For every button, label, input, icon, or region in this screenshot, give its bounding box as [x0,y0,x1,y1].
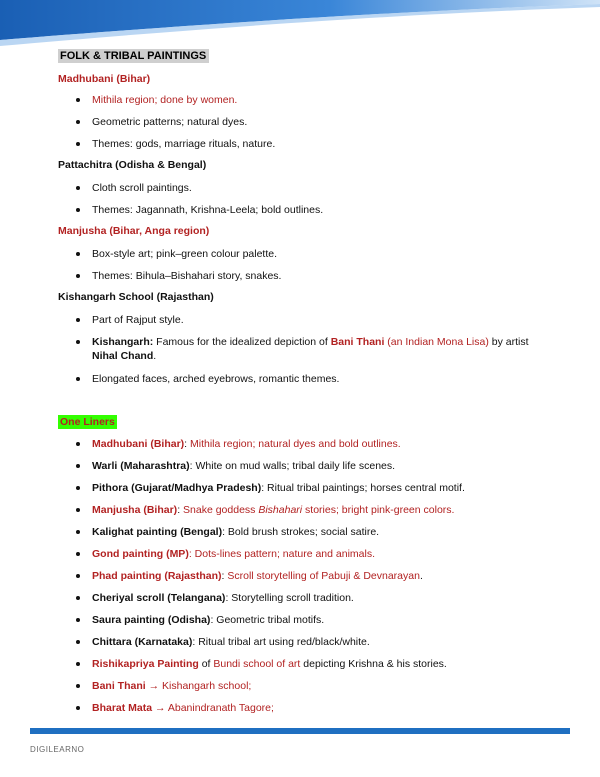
bullet-icon [76,252,80,256]
list-item: Gond painting (MP): Dots-lines pattern; nature and animals. [92,547,562,561]
bullet-icon [76,186,80,190]
bullet-icon [76,684,80,688]
bullet-icon [76,464,80,468]
list-item: Kishangarh: Famous for the idealized depiction of Bani Thani (an Indian Mona Lisa) by artist Nihal Chand. [92,335,542,363]
bullet-icon [76,596,80,600]
bullet-icon [76,640,80,644]
kishangarh-heading: Kishangarh School (Rajasthan) [58,291,214,303]
bullet-icon [76,98,80,102]
list-item: Mithila region; done by women. [92,93,562,107]
pattachitra-heading: Pattachitra (Odisha & Bengal) [58,159,207,171]
list-item: Geometric patterns; natural dyes. [92,115,562,129]
bullet-icon [76,486,80,490]
footer-brand: DIGILEARNO [30,745,85,754]
one-liners-heading: One Liners [60,416,115,428]
list-item: Elongated faces, arched eyebrows, romantic themes. [92,372,562,386]
bullet-icon [76,552,80,556]
list-item: Pithora (Gujarat/Madhya Pradesh): Ritual tribal paintings; horses central motif. [92,481,562,495]
list-item: Bharat Mata → Abanindranath Tagore; [92,701,562,715]
bullet-icon [76,530,80,534]
list-item: Box-style art; pink–green colour palette. [92,247,562,261]
bullet-icon [76,142,80,146]
bullet-icon [76,706,80,710]
bullet-icon [76,274,80,278]
bullet-icon [76,340,80,344]
bullet-icon [76,618,80,622]
list-item: Madhubani (Bihar): Mithila region; natural dyes and bold outlines. [92,437,562,451]
list-item: Saura painting (Odisha): Geometric tribal motifs. [92,613,562,627]
footer-divider [30,728,570,734]
list-item: Bani Thani → Kishangarh school; [92,679,562,693]
bullet-icon [76,208,80,212]
list-item: Rishikapriya Painting of Bundi school of art depicting Krishna & his stories. [92,657,562,671]
list-item: Phad painting (Rajasthan): Scroll storytelling of Pabuji & Devnarayan. [92,569,562,583]
bullet-icon [76,442,80,446]
list-item: Cheriyal scroll (Telangana): Storytelling scroll tradition. [92,591,562,605]
madhubani-heading: Madhubani (Bihar) [58,73,151,85]
bullet-icon [76,508,80,512]
page-title: FOLK & TRIBAL PAINTINGS [58,49,209,63]
list-item: Themes: gods, marriage rituals, nature. [92,137,562,151]
list-item: Cloth scroll paintings. [92,181,562,195]
bullet-icon [76,377,80,381]
list-item: Part of Rajput style. [92,313,562,327]
list-item: Themes: Bihula–Bishahari story, snakes. [92,269,562,283]
bullet-icon [76,574,80,578]
header-wave-band [0,0,600,46]
list-item: Warli (Maharashtra): White on mud walls; tribal daily life scenes. [92,459,562,473]
bullet-icon [76,662,80,666]
bullet-icon [76,120,80,124]
list-item: Kalighat painting (Bengal): Bold brush strokes; social satire. [92,525,562,539]
list-item: Chittara (Karnataka): Ritual tribal art using red/black/white. [92,635,562,649]
list-item: Manjusha (Bihar): Snake goddess Bishahari stories; bright pink-green colors. [92,503,562,517]
manjusha-heading: Manjusha (Bihar, Anga region) [58,225,210,237]
bullet-icon [76,318,80,322]
list-item: Themes: Jagannath, Krishna-Leela; bold outlines. [92,203,562,217]
